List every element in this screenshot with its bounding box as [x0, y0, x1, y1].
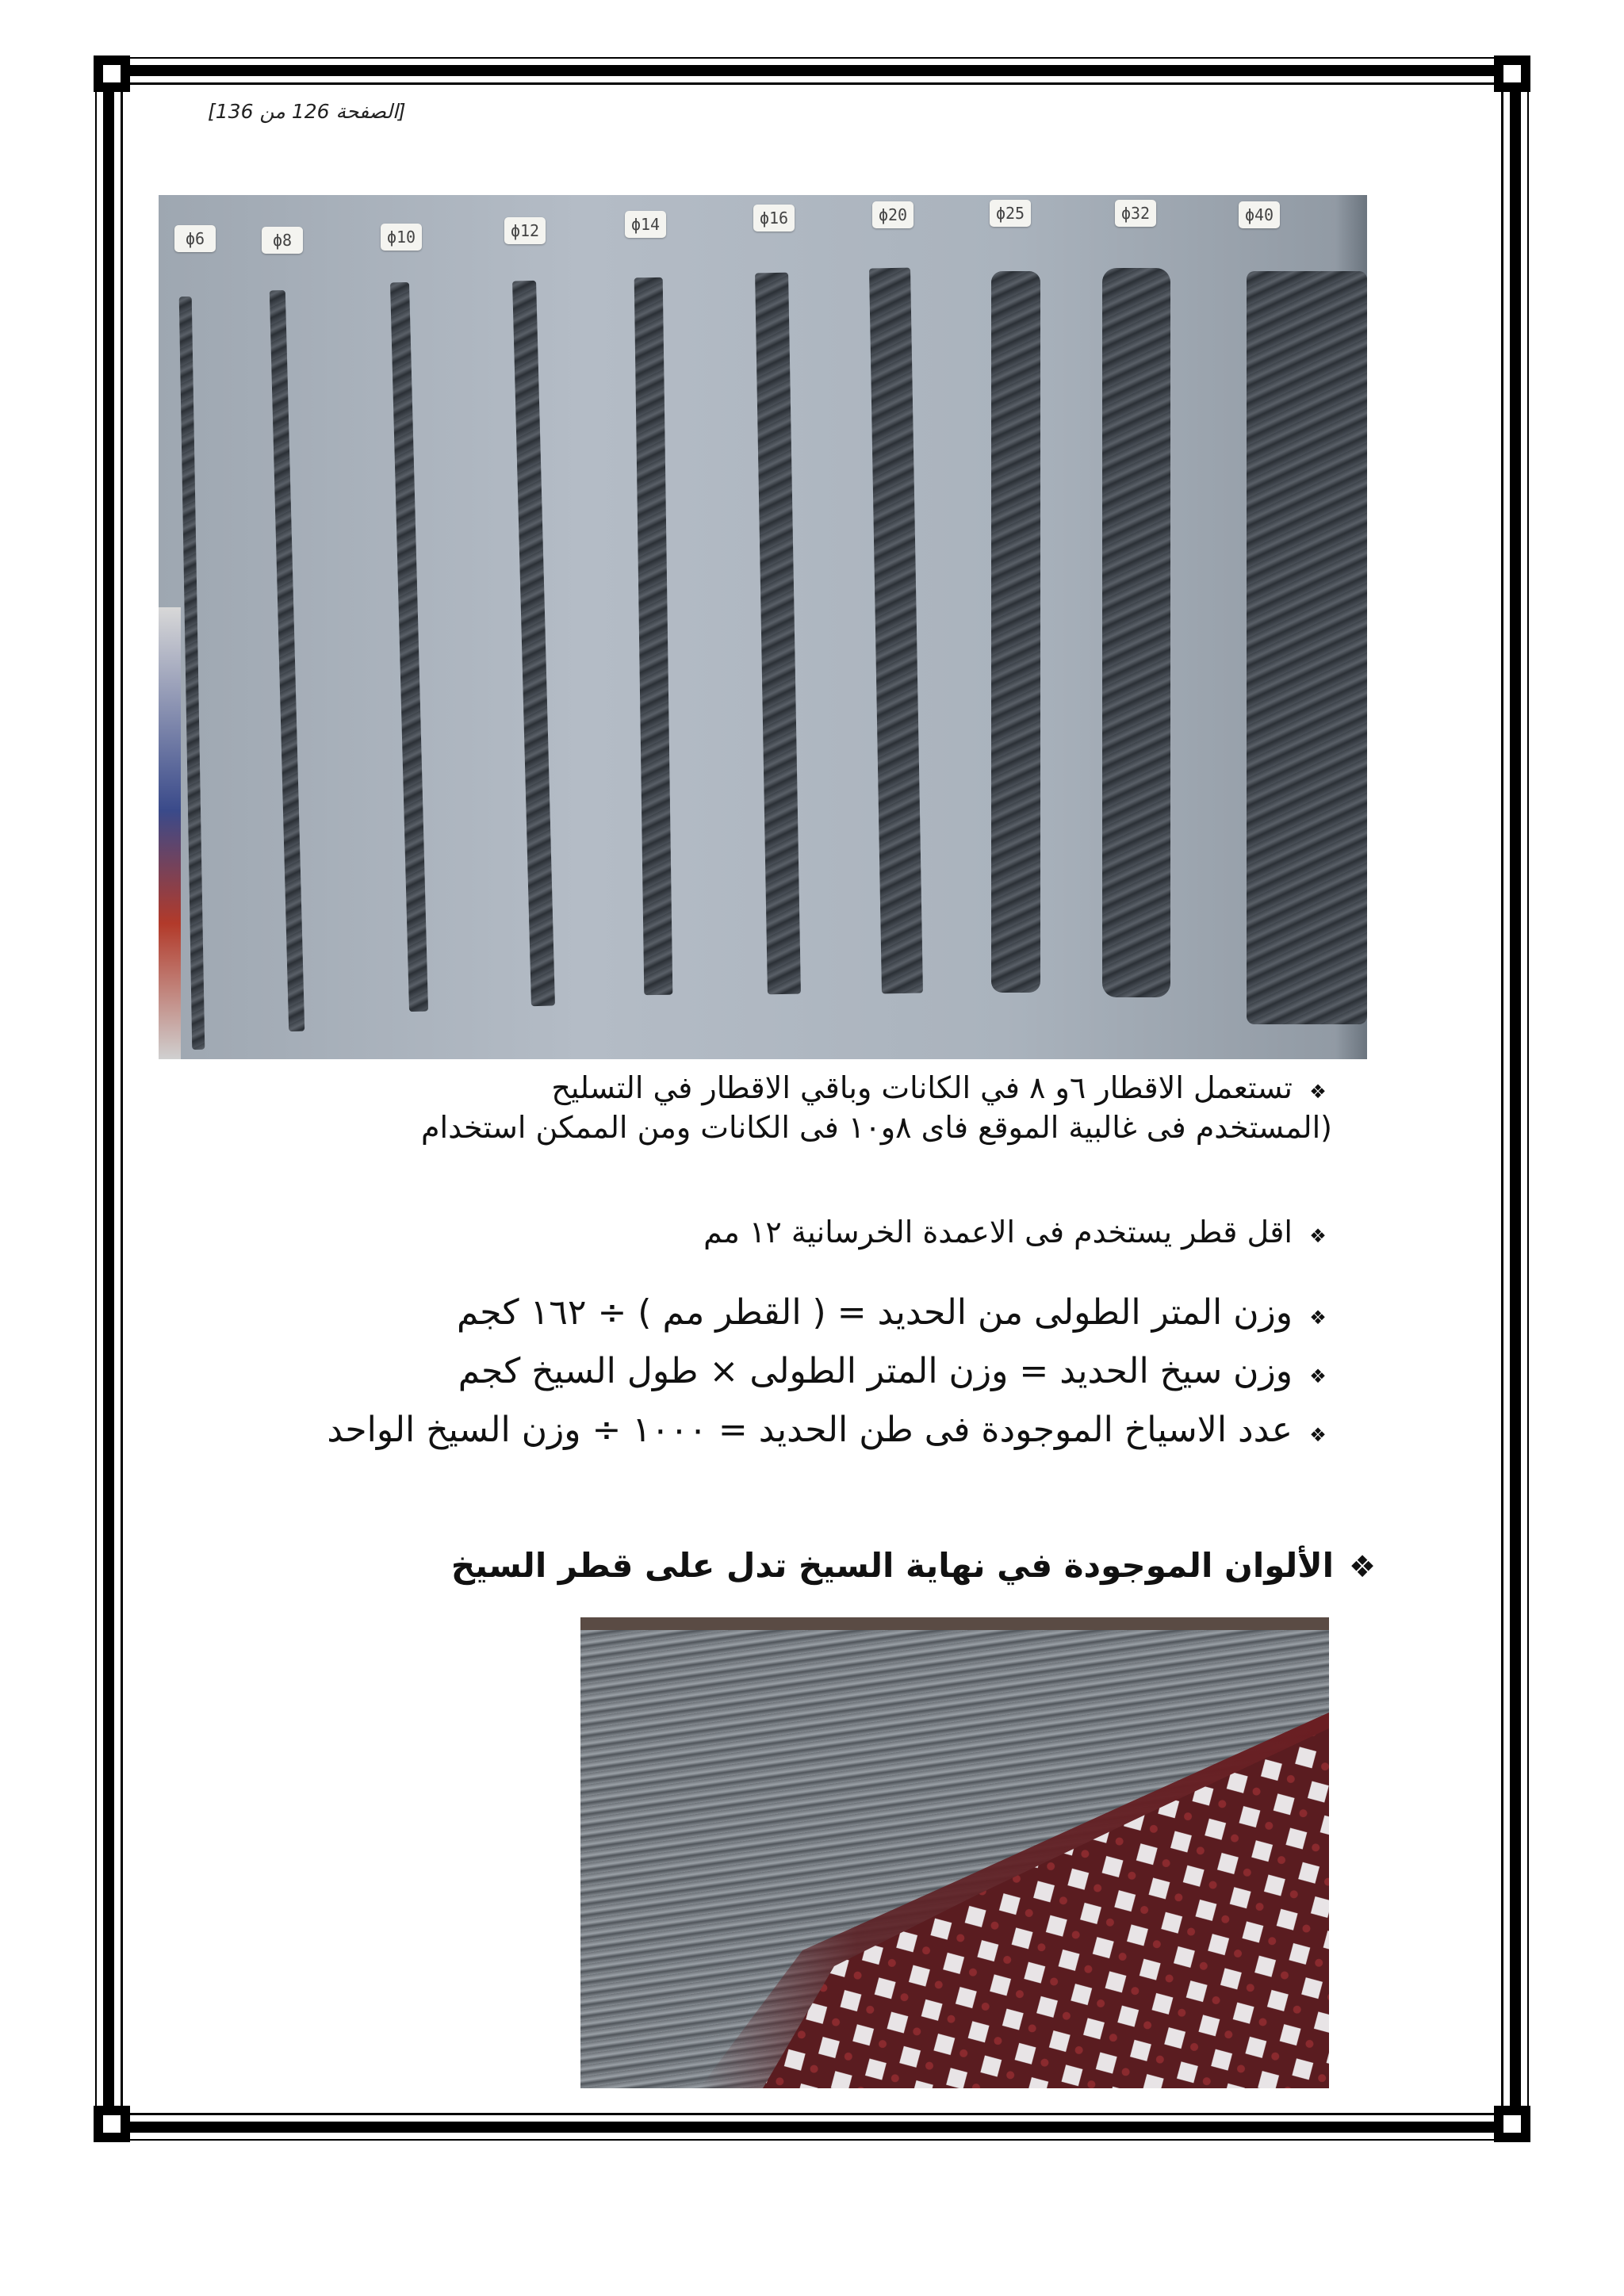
- bullet-text: وزن سيخ الحديد = وزن المتر الطولى × طول السيخ كجم: [458, 1351, 1293, 1391]
- diameter-tag: ϕ20: [872, 201, 914, 228]
- rebar-14: [634, 277, 673, 995]
- bullet-text: تستعمل الاقطار ٦و ٨ في الكانات وباقي الاقطار في التسليح: [551, 1070, 1293, 1105]
- bullet-item: [327, 1410, 1332, 1450]
- rebar-25: [991, 271, 1040, 993]
- rebar-16: [755, 273, 801, 995]
- section-heading: [444, 1546, 1377, 1585]
- rebar-8: [270, 290, 304, 1031]
- diameter-tag: ϕ6: [174, 225, 216, 252]
- rebar-40: [1247, 271, 1367, 1024]
- diameter-tag: ϕ32: [1115, 200, 1156, 227]
- bullet-diamond-icon: ❖: [1309, 1307, 1327, 1329]
- diameter-tag: ϕ12: [504, 217, 546, 244]
- bullet-diamond-icon: ❖: [1348, 1549, 1377, 1584]
- photo-background-flag: [159, 607, 181, 1059]
- border-corner-top-right: [1494, 55, 1530, 92]
- bullet-diamond-icon: ❖: [1309, 1081, 1327, 1103]
- painted-rebar-ends: [580, 1617, 1329, 2088]
- border-corner-bottom-left: [94, 2106, 130, 2142]
- bullet-text: اقل قطر يستخدم فى الاعمدة الخرسانية ١٢ مم: [703, 1215, 1293, 1249]
- rebar-bundle-photo: [580, 1617, 1329, 2088]
- bullet-diamond-icon: ❖: [1309, 1365, 1327, 1387]
- bullet-item: [703, 1215, 1332, 1249]
- rebar-10: [390, 282, 428, 1012]
- bullet-diamond-icon: ❖: [1309, 1424, 1327, 1446]
- rebar-diameters-photo: [159, 195, 1367, 1059]
- bullet-item: [457, 1292, 1332, 1333]
- diameter-tag: ϕ14: [625, 211, 666, 238]
- diameter-tag: ϕ8: [262, 227, 303, 254]
- diameter-tag: ϕ25: [990, 200, 1031, 227]
- rebar-12: [512, 281, 555, 1006]
- diameter-tag: ϕ16: [753, 205, 795, 232]
- border-corner-bottom-right: [1494, 2106, 1530, 2142]
- heading-text: الألوان الموجودة في نهاية السيخ تدل على قطر السيخ: [450, 1546, 1334, 1585]
- page-number-header: [الصفحة 126 من 136]: [208, 100, 406, 123]
- bullet-text: (المستخدم فى غالبية الموقع فاى ٨و١٠ فى الكانات ومن الممكن استخدام: [421, 1110, 1332, 1145]
- diameter-tag: ϕ40: [1239, 201, 1280, 228]
- diameter-tag: ϕ10: [381, 224, 422, 251]
- bullet-item: [458, 1351, 1332, 1391]
- bullet-diamond-icon: ❖: [1309, 1225, 1327, 1247]
- bullet-text: عدد الاسياخ الموجودة فى طن الحديد = ١٠٠٠ ÷ وزن السيخ الواحد: [327, 1410, 1293, 1450]
- rebar-32: [1102, 268, 1170, 997]
- bullet-text: وزن المتر الطولى من الحديد = ( القطر مم ) ÷ ١٦٢ كجم: [456, 1292, 1293, 1333]
- rebar-20: [869, 268, 923, 994]
- bullet-item: [551, 1070, 1332, 1105]
- bullet-item-continuation: [421, 1110, 1332, 1145]
- rebar-6: [179, 297, 205, 1050]
- border-corner-top-left: [94, 55, 130, 92]
